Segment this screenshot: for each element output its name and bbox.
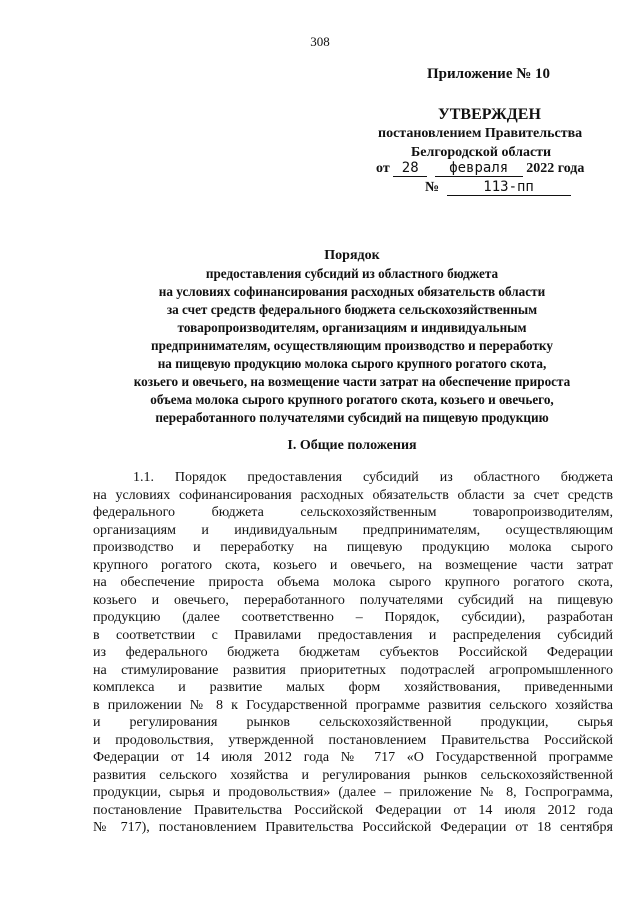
body-line: продукцию (далее соответственно – Порядок, субсидии), разработан: [93, 610, 613, 625]
title-line: товаропроизводителям, организациям и индивидуальным: [177, 320, 527, 335]
body-line: развития сельского хозяйства и регулирования рынков сельскохозяйственной: [93, 767, 613, 783]
date-day: 28: [393, 160, 427, 177]
number-prefix: №: [425, 180, 440, 195]
body-line: козьего и овечьего, переработанного получателями субсидий на пищевую: [93, 592, 613, 608]
body-line: на условиях софинансирования расходных обязательств области за счет средств: [93, 487, 613, 503]
approval-number: [425, 179, 571, 196]
title-line: предоставления субсидий из областного бюджета: [205, 266, 499, 281]
approved-region: Белгородской области: [411, 145, 552, 160]
document-title: [96, 247, 608, 427]
body-line: в приложении № 8 к Государственной программе развития сельского хозяйства: [93, 697, 613, 713]
section-heading: I. Общие положения: [287, 438, 417, 453]
page-number: 308: [310, 34, 330, 49]
title-line: козьего и овечьего, на возмещение части затрат на обеспечение прироста: [133, 374, 571, 389]
title-line: объема молока сырого крупного рогатого скота, козьего и овечьего,: [150, 392, 554, 407]
body-line: и продовольствия, утвержденной постановлением Правительства Российской: [93, 732, 613, 748]
body-paragraph: [93, 469, 613, 837]
body-line: организациям и индивидуальным предпринимателям, осуществляющим: [93, 522, 613, 538]
date-year: 2022 года: [526, 161, 585, 176]
body-line: производство и переработку на пищевую продукцию молока сырого: [93, 540, 613, 555]
body-line: федерального бюджета сельскохозяйственным товаропроизводителям,: [93, 505, 613, 520]
body-line: постановление Правительства Российской Федерации от 14 июля 2012 года: [93, 802, 613, 818]
number-value: 113-пп: [447, 179, 571, 196]
approved-by: постановлением Правительства: [378, 126, 583, 141]
body-line: 1.1. Порядок предоставления субсидий из областного бюджета: [133, 470, 613, 485]
approval-date: [376, 160, 584, 177]
body-line: № 717), постановлением Правительства Российской Федерации от 18 сентября: [93, 820, 613, 835]
date-month: февраля: [435, 160, 523, 177]
title-main: Порядок: [324, 248, 380, 263]
body-line: из федерального бюджета бюджетам субъектов Российской Федерации: [93, 645, 613, 660]
body-line: комплекса и развитие малых форм хозяйствования, приведенными: [93, 680, 613, 695]
body-line: на стимулирование развития приоритетных подотраслей агропромышленного: [93, 662, 613, 678]
title-line: на условиях софинансирования расходных обязательств области: [158, 284, 546, 299]
approval-stamp: [0, 0, 640, 230]
body-line: на обеспечение прироста объема молока сырого крупного рогатого скота,: [93, 575, 613, 590]
body-line: и регулирования рынков сельскохозяйственной продукции, сырья: [93, 715, 613, 730]
approved-label: УТВЕРЖДЕН: [438, 106, 541, 123]
body-line: продукции, сырья и продовольствия» (далее – приложение № 8, Госпрограмма,: [93, 785, 613, 800]
title-line: за счет средств федерального бюджета сельскохозяйственным: [166, 302, 538, 317]
body-line: в соответствии с Правилами предоставления и распределения субсидий: [93, 627, 613, 643]
title-line: переработанного получателями субсидий на пищевую продукцию: [155, 410, 549, 425]
body-line: крупного рогатого скота, козьего и овечьего, на возмещение части затрат: [93, 557, 613, 573]
appendix-label: Приложение № 10: [427, 66, 551, 82]
title-line: предпринимателям, осуществляющим производство и переработку: [151, 338, 553, 353]
date-prefix: от: [376, 161, 390, 176]
title-line: на пищевую продукцию молока сырого крупного рогатого скота,: [157, 356, 547, 371]
body-line: Федерации от 14 июля 2012 года № 717 «О Государственной программе: [93, 750, 613, 765]
